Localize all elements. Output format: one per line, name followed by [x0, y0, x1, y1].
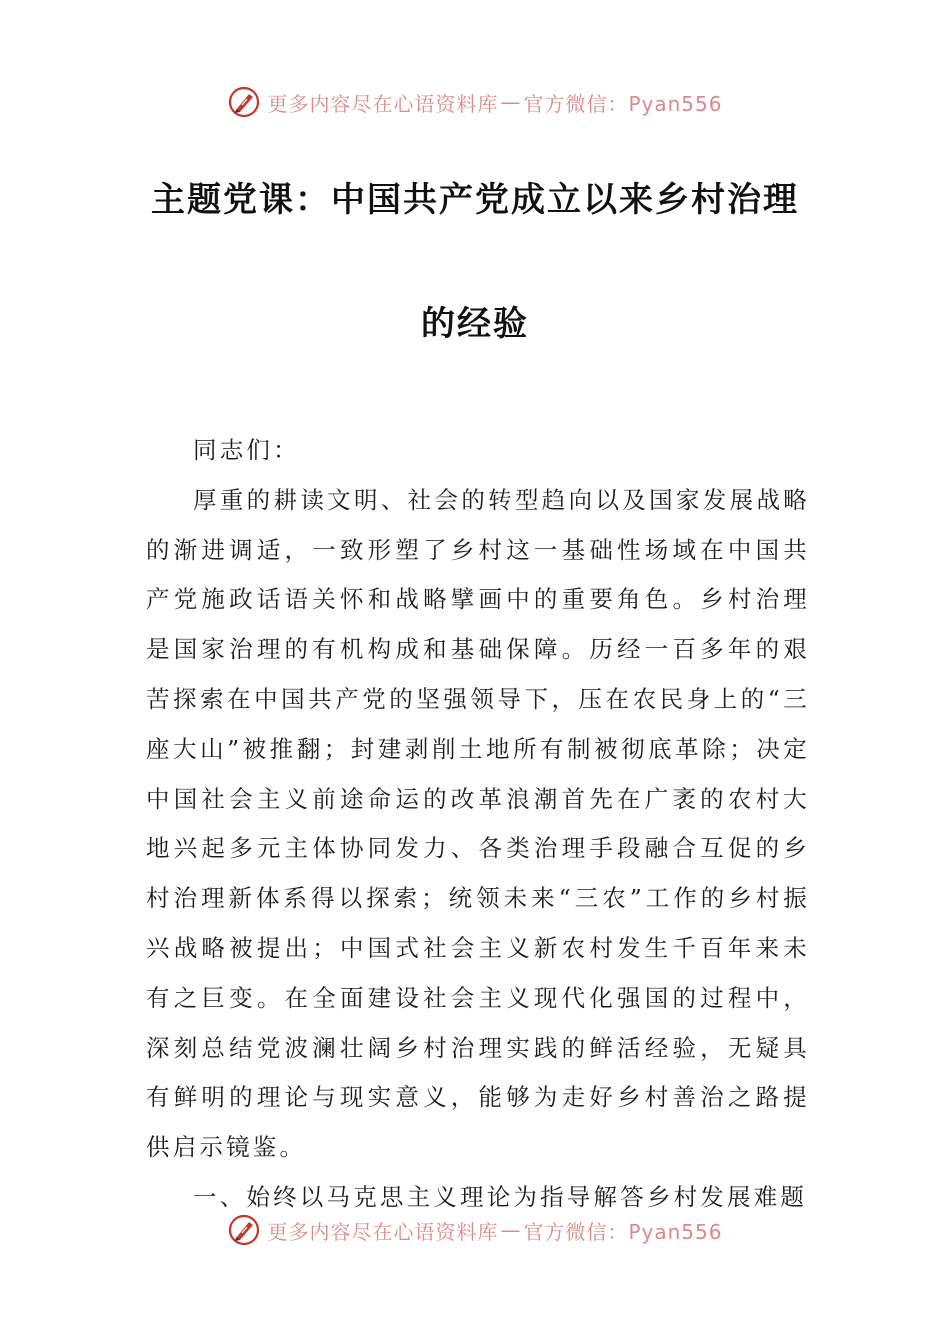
banner-dash: —: [500, 1218, 522, 1242]
pen-quill-icon: [227, 85, 261, 119]
document-title-line-2: 的经验: [421, 304, 529, 344]
header-watermark-banner: [0, 82, 950, 122]
pen-quill-icon: [227, 1213, 261, 1247]
document-body: [146, 426, 810, 1223]
greeting: 同志们：: [193, 436, 300, 464]
footer-watermark-banner: [0, 1210, 950, 1250]
document-title-line-1: 主题党课：中国共产党成立以来乡村治理: [151, 180, 799, 220]
banner-dash: —: [500, 90, 522, 114]
section-heading-1: 一、始终以马克思主义理论为指导解答乡村发展难题: [193, 1182, 808, 1211]
banner-text: 更多内容尽在心语资料库: [267, 91, 499, 116]
banner-contact: 官方微信：Pyan556: [523, 1219, 723, 1244]
banner-text: 更多内容尽在心语资料库: [267, 1219, 499, 1244]
banner-contact: 官方微信：Pyan556: [523, 91, 723, 116]
paragraph-1: 厚重的耕读文明、社会的转型趋向以及国家发展战略的渐进调适，一致形塑了乡村这一基础性场域在中国共产党施政话语关怀和战略擘画中的重要角色。乡村治理是国家治理的有机构成和基础保障。历经一百多年的艰苦探索在中国共产党的坚强领导下，压在农民身上的“三座大山”被推翻；封建剥削土地所有制被彻底革除；决定中国社会主义前途命运的改革浪潮首先在广袤的农村大地兴起多元主体协同发力、各类治理手段融合互促的乡村治理新体系得以探索；统领未来“三农”工作的乡村振兴战略被提出；中国式社会主义新农村发生千百年来未有之巨变。在全面建设社会主义现代化强国的过程中，深刻总结党波澜壮阔乡村治理实践的鲜活经验，无疑具有鲜明的理论与现实意义，能够为走好乡村善治之路提供启示镜鉴。: [146, 485, 810, 1162]
